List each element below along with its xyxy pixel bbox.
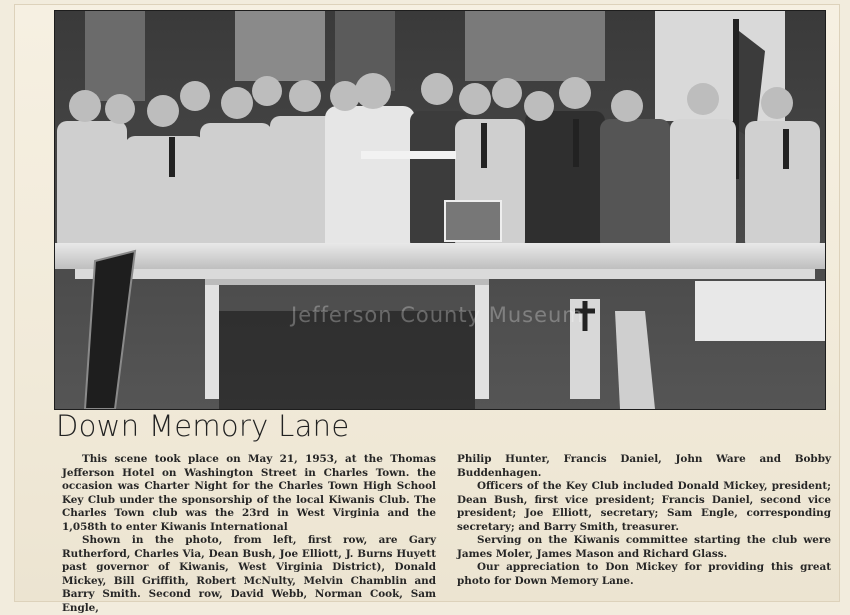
museum-watermark: Jefferson County Museum	[291, 303, 584, 327]
banquet-group-photo	[55, 11, 825, 409]
archival-photo	[54, 10, 826, 410]
article-paragraph: Serving on the Kiwanis committee starting the club were James Moler, James Mason and Richard Glass.	[457, 534, 831, 560]
article-paragraph: This scene took place on May 21, 1953, at the Thomas Jefferson Hotel on Washington Street in Charles Town. the occasion was Charter Night for the Charles Town High School Key Club under the sponsorship of the local Kiwanis Club. The Charles Town club was the 23rd in West Virginia and the 1,058th to enter Kiwanis International	[62, 453, 436, 533]
article-paragraph: Shown in the photo, from left, first row, are Gary Rutherford, Charles Via, Dean Bush, Joe Elliott, J. Burns Huyett past governor of Kiwanis, West Virginia District), Donald Mickey, Bill Griffith, Robert McNulty, Melvin Chamblin and Barry Smith. Second row, David Webb, Norman Cook, Sam Engle,	[62, 534, 436, 614]
article-headline: Down Memory Lane	[56, 409, 350, 443]
article-paragraph: Philip Hunter, Francis Daniel, John Ware and Bobby Buddenhagen.	[457, 453, 831, 479]
newspaper-clipping	[14, 4, 840, 614]
article-paragraph: Officers of the Key Club included Donald Mickey, president; Dean Bush, first vice president; Francis Daniel, second vice president; Joe Elliott, secretary; Sam Engle, corresponding secretary; and Barry Smith, treasurer.	[457, 480, 831, 533]
article-paragraph: Our appreciation to Don Mickey for providing this great photo for Down Memory Lane.	[457, 561, 831, 587]
article-column-right	[457, 453, 831, 588]
article-column-left	[62, 453, 436, 615]
